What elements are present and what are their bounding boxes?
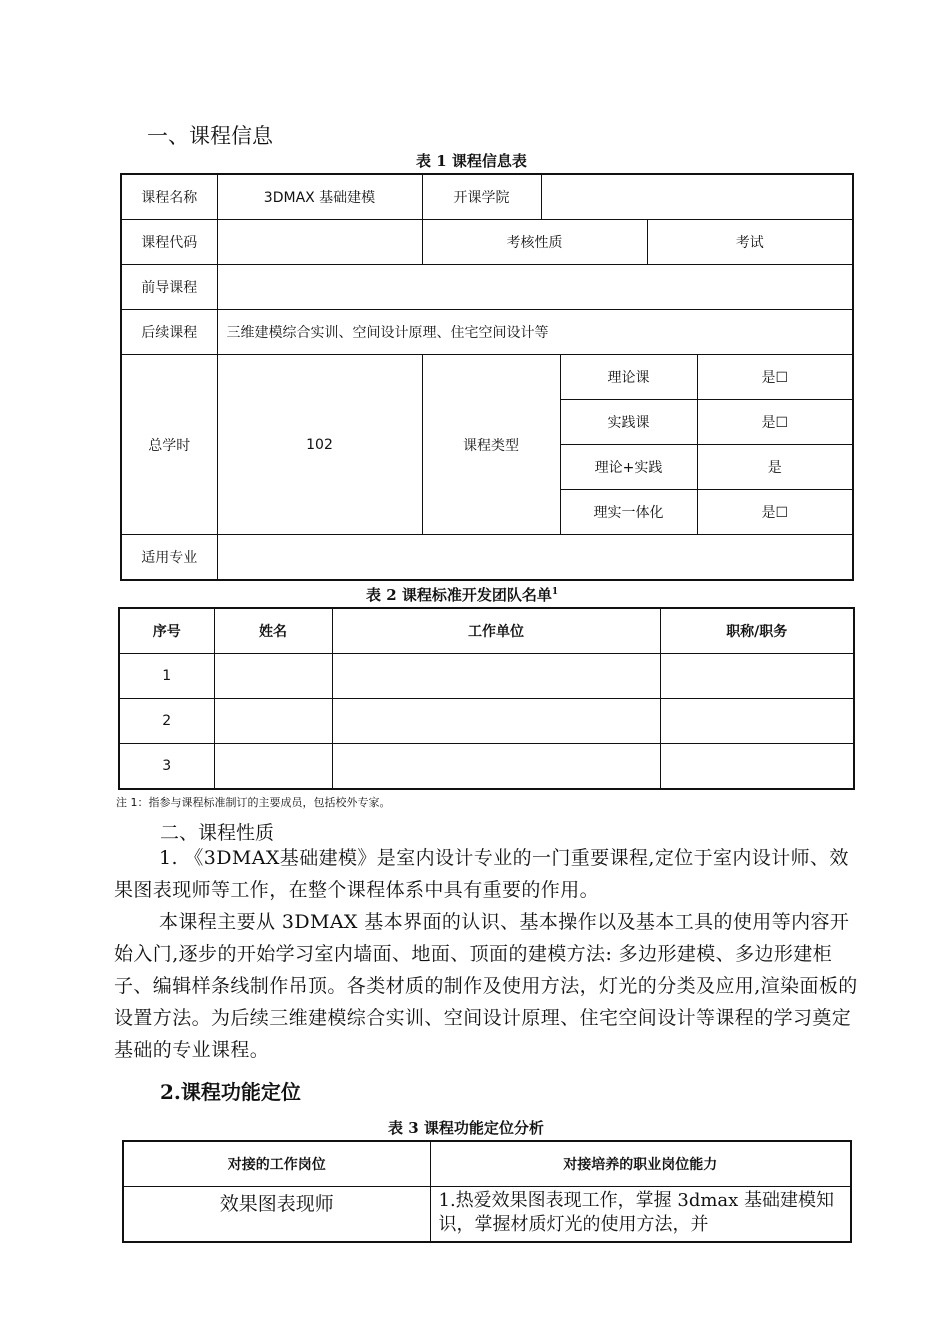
hours-label: 总学时 — [121, 355, 217, 535]
header-index: 序号 — [119, 608, 214, 654]
ability-value: 1.热爱效果图表现工作，掌握 3dmax 基础建模知识，掌握材质灯光的使用方法，并 — [430, 1187, 851, 1243]
prereq-value — [217, 265, 853, 310]
section-title-course-nature: 二、课程性质 — [160, 822, 275, 844]
header-employer: 工作单位 — [332, 608, 660, 654]
hours-value: 102 — [217, 355, 422, 535]
post-value: 效果图表现师 — [123, 1187, 430, 1243]
course-name-value: 3DMAX 基础建模 — [217, 174, 422, 220]
college-label: 开课学院 — [422, 174, 541, 220]
header-ability: 对接培养的职业岗位能力 — [430, 1141, 851, 1187]
course-name-label: 课程名称 — [121, 174, 217, 220]
row-index: 1 — [119, 654, 214, 699]
header-title: 职称/职务 — [660, 608, 854, 654]
assessment-label: 考核性质 — [422, 220, 647, 265]
major-value — [217, 535, 853, 581]
team-table — [118, 607, 855, 790]
footnote: 注 1：指参与课程标准制订的主要成员，包括校外专家。 — [116, 796, 391, 809]
paragraph-1: 1. 《3DMAX基础建模》是室内设计专业的一门重要课程,定位于室内设计师、效果图表现师等工作，在整个课程体系中具有重要的作用。 — [114, 847, 849, 901]
followup-value: 三维建模综合实训、空间设计原理、住宅空间设计等 — [217, 310, 853, 355]
type-name: 实践课 — [560, 400, 697, 445]
type-value: 是☐ — [697, 400, 853, 445]
college-value — [541, 174, 853, 220]
type-value: 是☐ — [697, 355, 853, 400]
course-type-label: 课程类型 — [422, 355, 560, 535]
course-info-table — [120, 173, 854, 581]
table3-caption: 表 3 课程功能定位分析 — [388, 1119, 544, 1137]
paragraph-2: 本课程主要从 3DMAX 基本界面的认识、基本操作以及基本工具的使用等内容开始入门,逐步的开始学习室内墙面、地面、顶面的建模方法: 多边形建模、多边形建柜子、编辑样条线制作吊顶。各类材质的制作及使用方法，灯光的分类及应用,渲染面板的设置方法。为后续三维建模综合实训、空间设计原理、住宅空间设计等课程的学习奠定基础的专业课程。 — [114, 911, 858, 1061]
table-row — [119, 699, 854, 744]
table2-caption-text: 表 2 课程标准开发团队名单 — [366, 586, 552, 604]
followup-label: 后续课程 — [121, 310, 217, 355]
section-title-course-info: 一、课程信息 — [147, 124, 273, 148]
type-value: 是☐ — [697, 490, 853, 535]
function-table — [122, 1140, 852, 1243]
header-post: 对接的工作岗位 — [123, 1141, 430, 1187]
row-index: 2 — [119, 699, 214, 744]
type-name: 理论+实践 — [560, 445, 697, 490]
type-name: 理实一体化 — [560, 490, 697, 535]
type-name: 理论课 — [560, 355, 697, 400]
table-row — [119, 654, 854, 699]
course-code-label: 课程代码 — [121, 220, 217, 265]
table1-caption: 表 1 课程信息表 — [416, 152, 527, 170]
row-index: 3 — [119, 744, 214, 790]
section-title-function: 2.课程功能定位 — [160, 1080, 301, 1104]
footnote-mark: 1 — [551, 587, 559, 597]
table-row — [119, 744, 854, 790]
major-label: 适用专业 — [121, 535, 217, 581]
header-name: 姓名 — [214, 608, 332, 654]
course-code-value — [217, 220, 422, 265]
table2-caption — [366, 584, 558, 605]
prereq-label: 前导课程 — [121, 265, 217, 310]
assessment-value: 考试 — [647, 220, 853, 265]
type-value: 是 — [697, 445, 853, 490]
